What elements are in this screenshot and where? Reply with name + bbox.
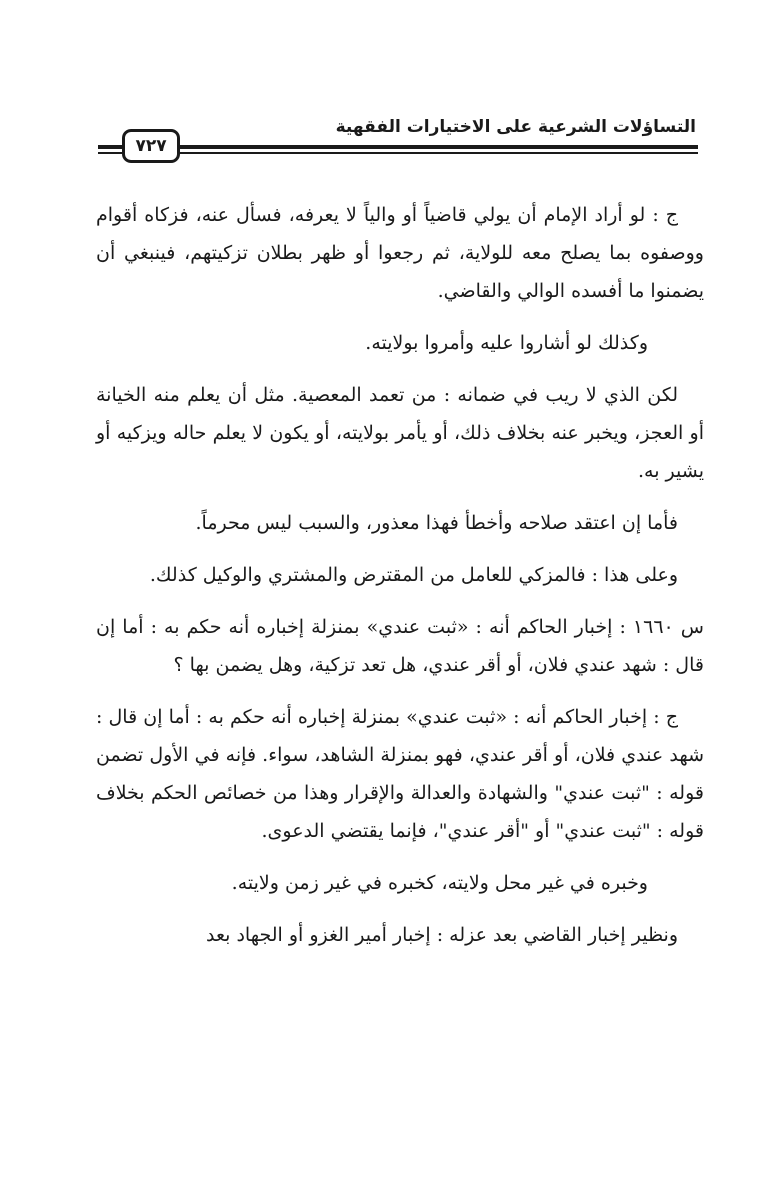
page-number: ٧٢٧ xyxy=(122,129,180,163)
book-title: التساؤلات الشرعية على الاختيارات الفقهية xyxy=(335,117,696,137)
page-body xyxy=(96,196,704,968)
header-rule-thin xyxy=(98,152,698,154)
paragraph-4: فأما إن اعتقد صلاحه وأخطأ فهذا معذور، والسبب ليس محرماً. xyxy=(195,512,678,534)
paragraph-answer-2: ج : إخبار الحاكم أنه : «ثبت عندي» بمنزلة إخباره أنه حكم به : أما إن قال : شهد عندي فلان، أو أقر عندي، فهو بمنزلة الشاهد، سواء. فإنه في الأول تضمن قوله : "ثبت عندي" والشهادة والعدالة والإقرار وهذا من خصائص الحكم بخلاف قوله : "ثبت عندي" أو "أقر عندي"، فإنما يقتضي الدعوى. xyxy=(96,706,704,842)
paragraph-5: وعلى هذا : فالمزكي للعامل من المقترض والمشتري والوكيل كذلك. xyxy=(149,564,678,586)
paragraph-3: لكن الذي لا ريب في ضمانه : من تعمد المعصية. مثل أن يعلم منه الخيانة أو العجز، ويخبر عنه بخلاف ذلك، أو يأمر بولايته، أو يكون لا يعلم حاله ويزكيه أو يشير به. xyxy=(96,384,704,482)
paragraph-9: ونظير إخبار القاضي بعد عزله : إخبار أمير الغزو أو الجهاد بعد xyxy=(206,924,678,946)
paragraph-question-1660: س ١٦٦٠ : إخبار الحاكم أنه : «ثبت عندي» بمنزلة إخباره أنه حكم به : أما إن قال : شهد عندي فلان، أو أقر عندي، هل تعد تزكية، وهل يضمن بها ؟ xyxy=(96,616,705,676)
running-header xyxy=(98,112,698,162)
paragraph-answer-1: ج : لو أراد الإمام أن يولي قاضياً أو والياً لا يعرفه، فسأل عنه، فزكاه أقوام ووصفوه بما يصلح معه للولاية، ثم رجعوا أو ظهر بطلان تزكيتهم، فينبغي أن يضمنوا ما أفسده الوالي والقاضي. xyxy=(96,204,704,302)
paragraph-2: وكذلك لو أشاروا عليه وأمروا بولايته. xyxy=(365,332,648,354)
paragraph-8: وخبره في غير محل ولايته، كخبره في غير زمن ولايته. xyxy=(231,872,648,894)
header-rule-thick xyxy=(98,145,698,149)
